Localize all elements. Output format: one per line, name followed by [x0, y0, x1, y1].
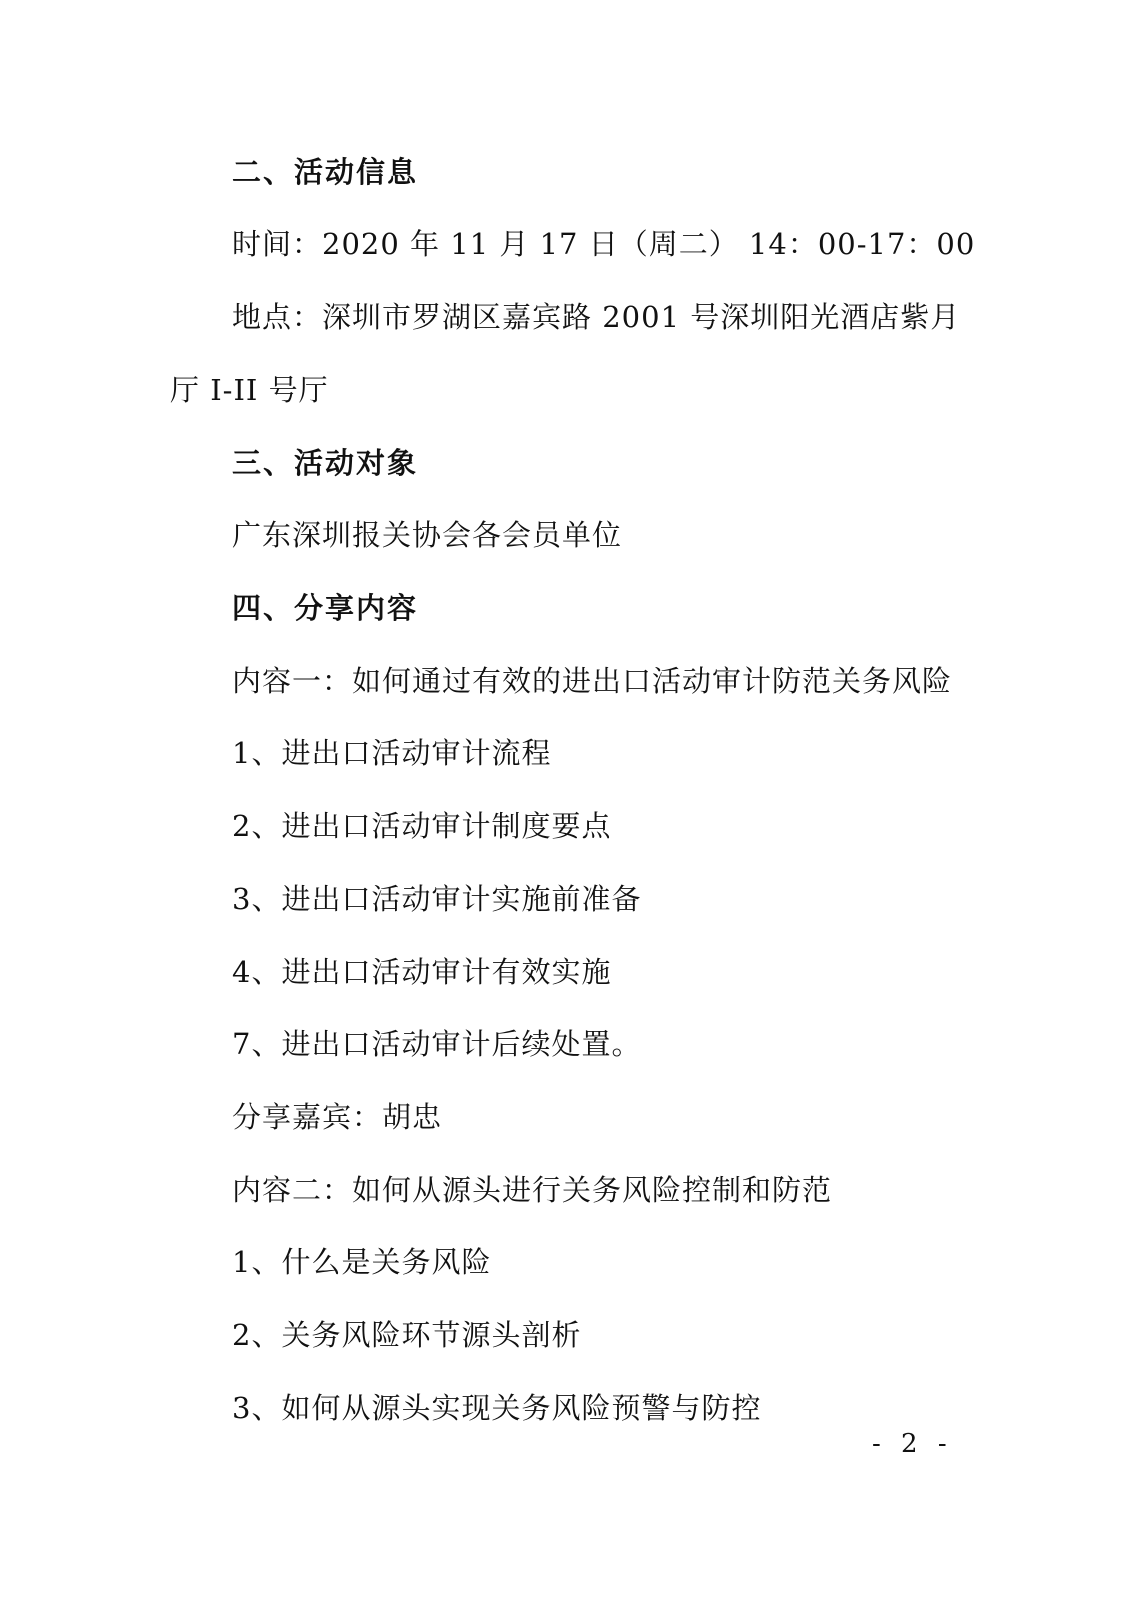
content-one-item: 4、进出口活动审计有效实施 — [232, 955, 612, 989]
audience-text: 广东深圳报关协会各会员单位 — [232, 518, 623, 552]
content-two-item: 1、什么是关务风险 — [232, 1245, 492, 1279]
activity-time: 时间：2020 年 11 月 17 日（周二） 14：00-17：00 — [232, 227, 976, 261]
content-one-item: 2、进出口活动审计制度要点 — [232, 809, 612, 843]
content-one-item: 1、进出口活动审计流程 — [232, 736, 552, 770]
section-heading-content: 四、分享内容 — [232, 591, 419, 625]
page-number: - 2 - — [872, 1429, 953, 1459]
section-heading-activity-info: 二、活动信息 — [232, 155, 419, 189]
content-one-title: 内容一：如何通过有效的进出口活动审计防范关务风险 — [232, 664, 953, 698]
section-heading-audience: 三、活动对象 — [232, 446, 419, 480]
content-two-item: 3、如何从源头实现关务风险预警与防控 — [232, 1391, 762, 1425]
activity-location-line-2: 厅 I-II 号厅 — [170, 373, 329, 407]
content-two-item: 2、关务风险环节源头剖析 — [232, 1318, 582, 1352]
content-two-title: 内容二：如何从源头进行关务风险控制和防范 — [232, 1173, 833, 1207]
activity-location-line-1: 地点：深圳市罗湖区嘉宾路 2001 号深圳阳光酒店紫月 — [232, 300, 961, 334]
content-one-item: 3、进出口活动审计实施前准备 — [232, 882, 642, 916]
content-one-guest: 分享嘉宾：胡忠 — [232, 1100, 443, 1134]
content-one-item: 7、进出口活动审计后续处置。 — [232, 1027, 642, 1061]
